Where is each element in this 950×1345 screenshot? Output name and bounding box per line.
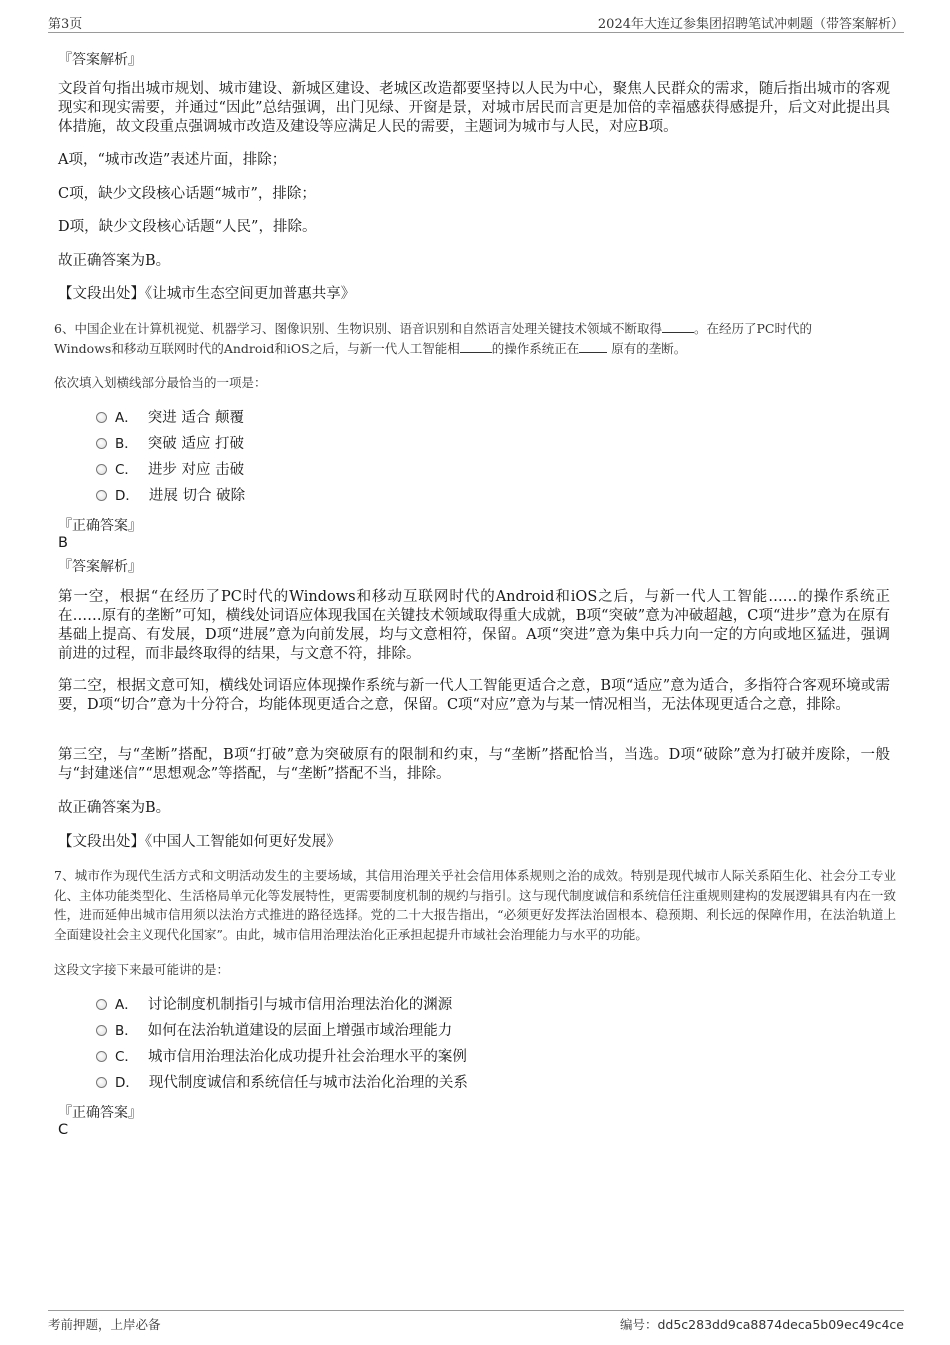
- q6-blank-3: [579, 340, 607, 353]
- footer-code: [620, 1315, 904, 1333]
- q7-option-d[interactable]: [96, 1072, 468, 1094]
- q6-analysis-label: 『答案解析』: [58, 559, 142, 575]
- page-number: 第3页: [48, 17, 83, 32]
- option-text: 讨论制度机制指引与城市信用治理法治化的渊源: [147, 997, 453, 1013]
- option-text: 突破 适应 打破: [147, 436, 244, 452]
- q6-stem-text: 的操作系统正在: [491, 340, 580, 356]
- option-letter: D．: [115, 488, 139, 504]
- q7-option-b[interactable]: [96, 1020, 452, 1042]
- option-letter: D．: [115, 1075, 139, 1091]
- radio-icon[interactable]: [96, 1051, 107, 1062]
- code-value: dd5c283dd9ca8874deca5b09ec49c4ce: [657, 1317, 904, 1332]
- q6-stem-text: 。在经历了PC时代的: [693, 321, 812, 336]
- q6-stem-text: 原有的垄断。: [607, 340, 687, 356]
- q6-blank-1: [662, 320, 694, 333]
- document-title: 2024年大连辽参集团招聘笔试冲刺题（带答案解析）: [597, 17, 904, 32]
- q7-correct-label: 『正确答案』: [58, 1105, 142, 1121]
- option-text: 如何在法治轨道建设的层面上增强市域治理能力: [147, 1023, 453, 1039]
- q6-analysis-paragraph: 第三空，与“垄断”搭配，B项“打破”意为突破原有的限制和约束，与“垄断”搭配恰当，当选。D项“破除”意为打破并废除，一般与“封建迷信”“思想观念”等搭配，与“垄断”搭配不当，排除。: [58, 747, 890, 782]
- page-footer: [48, 1310, 904, 1335]
- code-label: 编号：: [619, 1317, 658, 1332]
- q6-prompt: 依次填入划横线部分最恰当的一项是：: [54, 375, 267, 390]
- option-text: 现代制度诚信和系统信任与城市法治化治理的关系: [148, 1075, 468, 1091]
- radio-icon[interactable]: [96, 464, 107, 475]
- option-text: 突进 适合 颠覆: [147, 410, 244, 426]
- q6-analysis-paragraph: 第二空，根据文意可知，横线处词语应体现操作系统与新一代人工智能更适合之意，B项“适应”意为适合，多指符合客观环境或需要，D项“切合”意为十分符合，均能体现更适合之意，保留。C项“对应”意为与某一情况相当，无法体现更适合之意，排除。: [58, 678, 890, 713]
- page-header: [48, 10, 904, 33]
- q7-prompt: 这段文字接下来最可能讲的是：: [54, 962, 230, 977]
- option-text: 进步 对应 击破: [147, 462, 245, 478]
- q5-analysis-label: 『答案解析』: [58, 52, 142, 68]
- radio-icon[interactable]: [96, 999, 107, 1010]
- q7-stem: 7、城市作为现代生活方式和文明活动发生的主要场域，其信用治理关乎社会信用体系规则之治的成效。特别是现代城市人际关系陌生化、社会分工专业化、主体功能类型化、生活格局单元化等发展特性，更需要制度机制的规约与指引。这与现代制度诚信和系统信任注重规则建构的发展逻辑具有内在一致性，进而延伸出城市信用须以法治方式推进的路径选择。党的二十大报告指出，“必须更好发挥法治固根本、稳预期、利长远的保障作用，在法治轨道上全面建设社会主义现代化国家”。由此，城市信用治理法治化正承担起提升市域社会治理能力与水平的功能。: [54, 868, 896, 942]
- q6-stem-text: 6、中国企业在计算机视觉、机器学习、图像识别、生物识别、语音识别和自然语言处理关键技术领域不断取得: [54, 321, 662, 336]
- q6-option-a[interactable]: [96, 407, 244, 429]
- radio-icon[interactable]: [96, 1025, 107, 1036]
- q6-blank-2: [460, 340, 492, 353]
- radio-icon[interactable]: [96, 490, 107, 501]
- q6-analysis-paragraph: 故正确答案为B。: [58, 800, 171, 816]
- option-letter: C．: [115, 462, 138, 478]
- q7-correct-answer: C: [58, 1122, 69, 1138]
- q5-analysis-paragraph: A项，“城市改造”表述片面，排除；: [58, 152, 287, 168]
- q5-analysis-paragraph: D项，缺少文段核心话题“人民”，排除。: [58, 219, 317, 235]
- option-letter: C．: [115, 1049, 138, 1065]
- q6-source: 【文段出处】《中国人工智能如何更好发展》: [58, 834, 341, 850]
- radio-icon[interactable]: [96, 438, 107, 449]
- q5-source: 【文段出处】《让城市生态空间更加普惠共享》: [58, 286, 356, 302]
- q5-analysis-paragraph: 故正确答案为B。: [58, 253, 171, 269]
- footer-slogan: 考前押题，上岸必备: [48, 1317, 161, 1332]
- option-text: 城市信用治理法治化成功提升社会治理水平的案例: [147, 1049, 467, 1065]
- q6-option-b[interactable]: [96, 433, 244, 455]
- q6-correct-label: 『正确答案』: [58, 518, 142, 534]
- option-letter: B．: [115, 1023, 138, 1039]
- q7-option-c[interactable]: [96, 1046, 467, 1068]
- radio-icon[interactable]: [96, 412, 107, 423]
- q7-option-a[interactable]: [96, 994, 452, 1016]
- q5-analysis-paragraph: 文段首句指出城市规划、城市建设、新城区建设、老城区改造都要坚持以人民为中心，聚焦人民群众的需求，随后指出城市的客观现实和现实需要，并通过“因此”总结强调，出门见绿、开窗是景，对城市居民而言更是加倍的幸福感获得感提升，后文对此提出具体措施，故文段重点强调城市改造及建设等应满足人民的需要，主题词为城市与人民，对应B项。: [58, 81, 890, 135]
- option-text: 进展 切合 破除: [148, 488, 246, 504]
- q6-option-c[interactable]: [96, 459, 244, 481]
- option-letter: A．: [115, 997, 138, 1013]
- q6-stem-text: Windows和移动互联网时代的Android和iOS之后，与新一代人工智能相: [54, 340, 460, 356]
- q5-analysis-paragraph: C项，缺少文段核心话题“城市”，排除；: [58, 186, 316, 202]
- radio-icon[interactable]: [96, 1077, 107, 1088]
- q6-stem: [54, 319, 896, 358]
- q6-correct-answer: B: [58, 535, 68, 551]
- option-letter: A．: [115, 410, 138, 426]
- q6-option-d[interactable]: [96, 485, 245, 507]
- option-letter: B．: [115, 436, 138, 452]
- q6-analysis-paragraph: 第一空，根据“在经历了PC时代的Windows和移动互联网时代的Android和iOS之后，与新一代人工智能……的操作系统正在……原有的垄断”可知，横线处词语应体现我国在关键技术领域取得重大成就，B项“突破”意为冲破超越，C项“进步”意为在原有基础上提高、有发展，D项“进展”意为向前发展，均与文意相符，保留。A项“突进”意为集中兵力向一定的方向或地区猛进，强调前进的过程，而非最终取得的结果，与文意不符，排除。: [58, 589, 890, 662]
